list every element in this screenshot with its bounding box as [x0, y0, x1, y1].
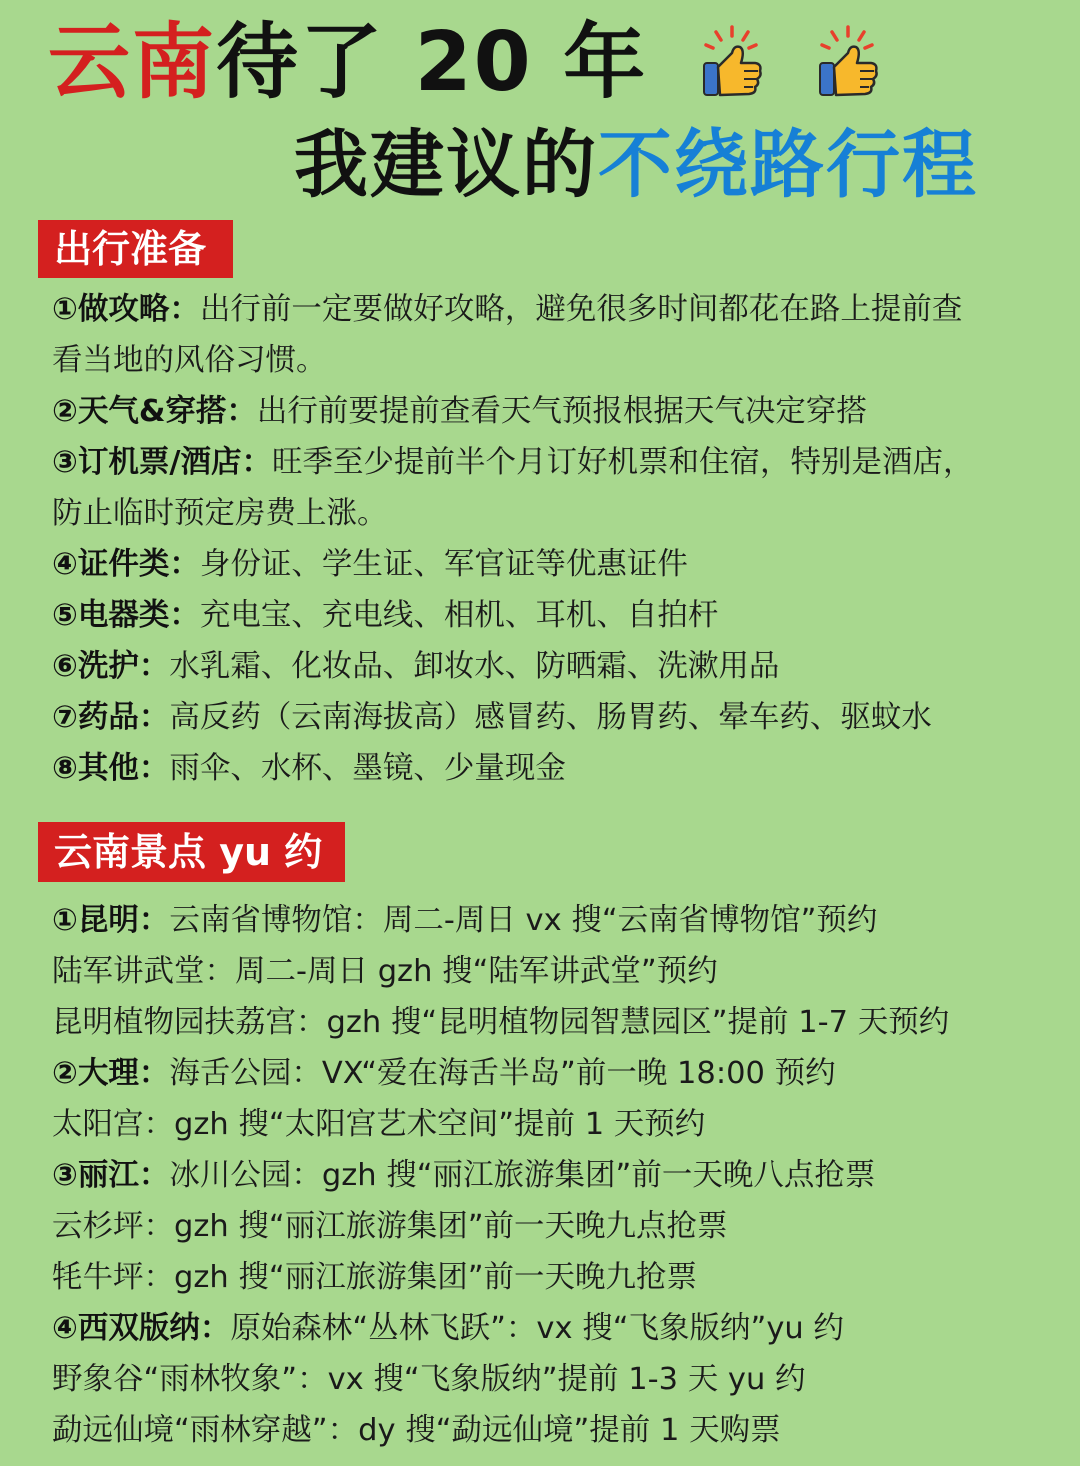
list-item [52, 1405, 1052, 1456]
item-label: ⑦药品： [52, 700, 170, 735]
item-text: 雨伞、水杯、墨镜、少量现金 [169, 751, 566, 786]
list-item [52, 335, 1052, 386]
thumbs-up-icon [698, 23, 764, 113]
list-item [52, 1354, 1052, 1405]
list-item [52, 641, 1052, 692]
list-item [52, 1048, 1052, 1099]
item-label: ④西双版纳： [52, 1311, 231, 1346]
page-title-line-2 [294, 122, 978, 208]
item-label: ③丽江： [52, 1158, 170, 1193]
item-text: 身份证、学生证、军官证等优惠证件 [199, 547, 688, 582]
item-text: 防止临时预定房费上涨。 [52, 496, 388, 531]
thumbs-up-icon [814, 23, 880, 113]
item-text: 出行前一定要做好攻略，避免很多时间都花在路上提前查 [199, 292, 963, 327]
item-text: 云杉坪：gzh 搜“丽江旅游集团”前一天晚九点抢票 [52, 1209, 728, 1244]
list-item [52, 1150, 1052, 1201]
list-item [52, 997, 1052, 1048]
item-text: 陆军讲武堂：周二-周日 gzh 搜“陆军讲武堂”预约 [52, 954, 718, 989]
item-text: 水乳霜、化妆品、卸妆水、防晒霜、洗漱用品 [169, 649, 780, 684]
list-item [52, 539, 1052, 590]
title-black-text: 待了 20 年 [216, 15, 648, 110]
list-item [52, 386, 1052, 437]
item-text: 出行前要提前查看天气预报根据天气决定穿搭 [256, 394, 867, 429]
list-item [52, 743, 1052, 794]
list-item [52, 1201, 1052, 1252]
item-label: ④证件类： [52, 547, 200, 582]
section-heading-spots: 云南景点 yu 约 [38, 822, 345, 882]
title-subtitle-black: 我建议的 [294, 122, 598, 208]
item-label: ③订机票/酒店： [52, 445, 272, 480]
item-text: 看当地的风俗习惯。 [52, 343, 327, 378]
section-heading-prep: 出行准备 [38, 220, 233, 278]
prep-list [52, 284, 1052, 794]
list-item [52, 895, 1052, 946]
item-label: ⑧其他： [52, 751, 170, 786]
item-text: 海舌公园：VX“爱在海舌半岛”前一晚 18:00 预约 [169, 1056, 836, 1091]
item-text: 冰川公园：gzh 搜“丽江旅游集团”前一天晚八点抢票 [169, 1158, 876, 1193]
list-item [52, 284, 1052, 335]
item-text: 旺季至少提前半个月订好机票和住宿，特别是酒店， [271, 445, 974, 480]
item-text: 勐远仙境“雨林穿越”：dy 搜“勐远仙境”提前 1 天购票 [52, 1413, 781, 1448]
list-item [52, 692, 1052, 743]
list-item [52, 1099, 1052, 1150]
title-red-text: 云南 [48, 15, 217, 110]
item-label: ②天气&穿搭： [52, 394, 257, 429]
list-item [52, 946, 1052, 997]
list-item [52, 1252, 1052, 1303]
item-label: ②大理： [52, 1056, 170, 1091]
item-text: 高反药（云南海拔高）感冒药、肠胃药、晕车药、驱蚊水 [169, 700, 932, 735]
item-text: 云南省博物馆：周二-周日 vx 搜“云南省博物馆”预约 [169, 903, 878, 938]
item-text: 昆明植物园扶荔宫：gzh 搜“昆明植物园智慧园区”提前 1-7 天预约 [52, 1005, 950, 1040]
item-label: ⑤电器类： [52, 598, 200, 633]
item-text: 牦牛坪：gzh 搜“丽江旅游集团”前一天晚九抢票 [52, 1260, 697, 1295]
item-text: 原始森林“丛林飞跃”：vx 搜“飞象版纳”yu 约 [230, 1311, 844, 1346]
item-text: 充电宝、充电线、相机、耳机、自拍杆 [199, 598, 719, 633]
item-text: 太阳宫：gzh 搜“太阳宫艺术空间”提前 1 天预约 [52, 1107, 706, 1142]
item-label: ⑥洗护： [52, 649, 170, 684]
list-item [52, 488, 1052, 539]
list-item [52, 590, 1052, 641]
title-subtitle-blue: 不绕路行程 [598, 122, 978, 208]
spots-list [52, 895, 1052, 1456]
page-title-line-1 [48, 15, 880, 113]
item-label: ①昆明： [52, 903, 170, 938]
item-text: 野象谷“雨林牧象”：vx 搜“飞象版纳”提前 1-3 天 yu 约 [52, 1362, 806, 1397]
item-label: ①做攻略： [52, 292, 200, 327]
list-item [52, 437, 1052, 488]
list-item [52, 1303, 1052, 1354]
